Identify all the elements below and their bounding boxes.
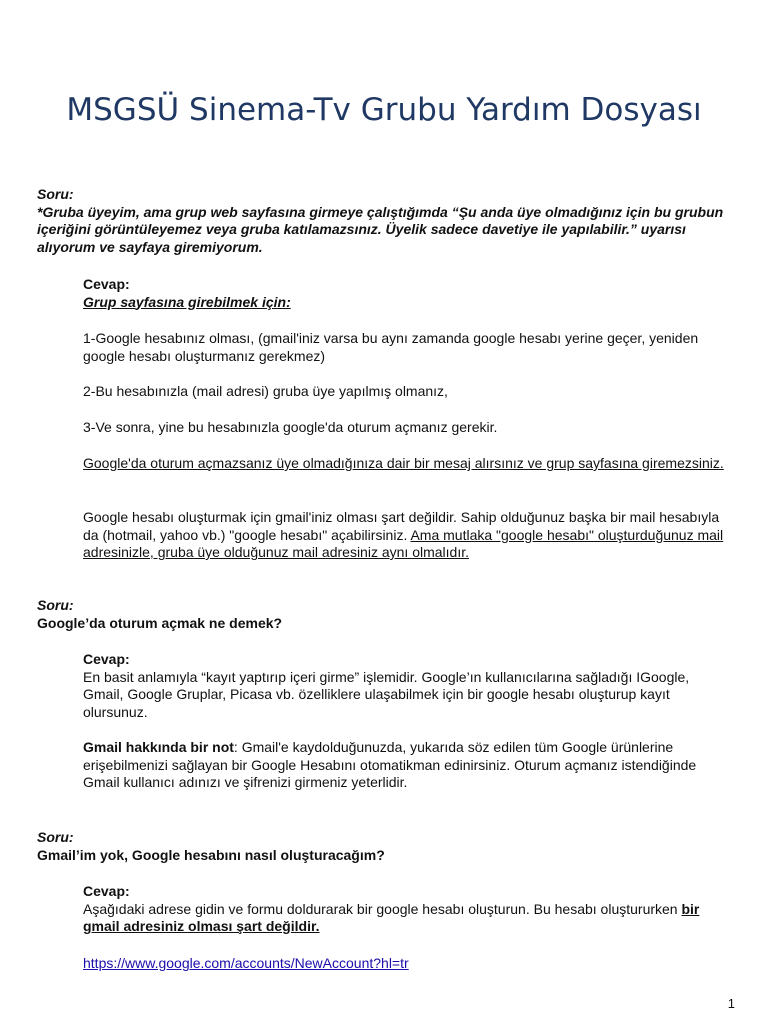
note-label: Gmail hakkında bir not: [83, 739, 234, 755]
answer-emphasis: bir gmail adresiniz olması şart değildir.: [83, 900, 700, 934]
answer-text: [83, 901, 733, 936]
warning-text: Google'da oturum açmazsanız üye olmadığınıza dair bir mesaj alırsınız ve grup sayfasına giremezsiniz.: [83, 455, 724, 471]
list-item: 3-Ve sonra, yine bu hesabınızla google'da oturum açmanız gerekir.: [83, 419, 498, 435]
page-title: MSGSÜ Sinema-Tv Grubu Yardım Dosyası: [66, 92, 702, 128]
answer-1-item-3: [83, 419, 733, 437]
new-account-link[interactable]: https://www.google.com/accounts/NewAccount?hl=tr: [83, 955, 409, 971]
note-underlined: Ama mutlaka "google hesabı" oluşturduğunuz mail adresinizle, gruba üye olduğunuz mail adresiniz aynı olmalıdır.: [83, 526, 724, 560]
answer-subheading: Grup sayfasına girebilmek için:: [83, 293, 291, 310]
soru-label: Soru:: [37, 829, 74, 845]
question-text: Gmail’im yok, Google hesabını nasıl oluşturacağım?: [37, 846, 385, 863]
note-plain: Google hesabı oluşturmak için gmail'iniz olması şart değildir. Sahip olduğunuz başka bir mail hesabıyla da (hotmail, yahoo vb.) "google hesabı" açabilirsiniz.: [83, 509, 720, 543]
question-text: *Gruba üyeyim, ama grup web sayfasına girmeye çalıştığımda “Şu anda üye olmadığınız için bu grubun içeriğini görüntüleyemez veya gruba katılamazsınız. Üyelik sadece davetiye ile yapılabilir.” uyarısı alıyorum ve sayfaya giremiyorum.: [37, 203, 724, 255]
cevap-label: Cevap:: [83, 883, 130, 899]
answer-3-link: [83, 955, 733, 973]
question-1: [37, 186, 727, 256]
list-item: 2-Bu hesabınızla (mail adresi) gruba üye yapılmış olmanız,: [83, 383, 448, 399]
gmail-note: [83, 739, 733, 792]
soru-label: Soru:: [37, 186, 74, 202]
answer-2: [83, 651, 733, 721]
question-2: [37, 597, 727, 632]
answer-text: En basit anlamıyla “kayıt yaptırıp içeri girme” işlemidir. Google’ın kullanıcılarına sağladığı IGoogle, Gmail, Google Gruplar, Picasa vb. özelliklere ulaşabilmek için bir google hesabı oluşturup kayıt olursunuz.: [83, 668, 690, 720]
cevap-label: Cevap:: [83, 651, 130, 667]
answer-1-note: [83, 509, 733, 562]
question-3: [37, 829, 727, 864]
answer-1-item-2: [83, 383, 733, 401]
answer-2-note: [83, 739, 733, 792]
note-text: : Gmail'e kaydolduğunuzda, yukarıda söz edilen tüm Google ürünlerine erişebilmenizi sağlayan bir Google Hesabını otomatikman edinirsiniz. Oturum açmanız istendiğinde Gmail kullanıcı adınızı ve şifrenizi girmeniz yeterlidir.: [83, 739, 697, 790]
page-number: 1: [727, 996, 735, 1011]
cevap-label: Cevap:: [83, 276, 130, 292]
answer-1-warning: [83, 455, 733, 473]
answer-3: [83, 883, 733, 936]
soru-label: Soru:: [37, 597, 74, 613]
answer-1-item-1: [83, 330, 733, 365]
answer-plain: Aşağıdaki adrese gidin ve formu doldurarak bir google hesabı oluşturun. Bu hesabı oluştururken: [83, 900, 682, 917]
answer-1: [83, 276, 733, 311]
question-text: Google’da oturum açmak ne demek?: [37, 614, 283, 631]
note-text: [83, 509, 733, 562]
list-item: 1-Google hesabınız olması, (gmail'iniz varsa bu aynı zamanda google hesabı yerine geçer, yeniden google hesabı oluşturmanız gerekmez): [83, 330, 699, 364]
